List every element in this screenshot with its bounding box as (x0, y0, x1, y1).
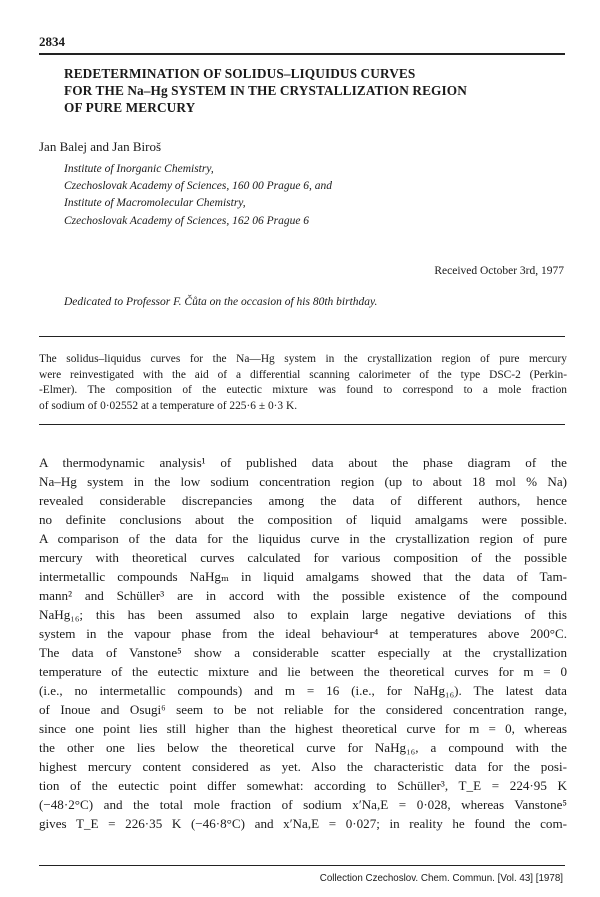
article-title (64, 65, 544, 116)
abstract-line: -Elmer). The composition of the eutectic mixture was found to correspond to a mole fraction (39, 384, 567, 397)
abstract-bottom-rule (39, 424, 565, 425)
abstract-line: of sodium of 0·02552 at a temperature of 225·6 ± 0·3 K. (39, 399, 298, 412)
body-line: system in the vapour phase from the ideal behaviour⁴ at temperatures above 200°C. (39, 626, 567, 641)
body-line: The data of Vanstone⁵ show a considerable scatter especially at the crystallization (39, 645, 567, 660)
body-line: Na–Hg system in the low sodium concentration region (up to about 18 mol % Na) (39, 474, 567, 489)
body-line: highest mercury content considered as yet. Also the characteristic data for the posi- (39, 759, 567, 774)
page-number: 2834 (39, 34, 65, 49)
body-line: A thermodynamic analysis¹ of published data about the phase diagram of the (39, 455, 567, 470)
dedication: Dedicated to Professor F. Čůta on the occasion of his 80th birthday. (64, 296, 378, 308)
body-line: revealed considerable discrepancies among the data of different authors, hence (39, 493, 567, 508)
body-line: A comparison of the data for the liquidus curve in the crystallization region of pure (39, 531, 567, 546)
body-line: (i.e., no intermetallic compounds) and m = 16 (i.e., for NaHg₁₆). The latest data (39, 683, 567, 698)
body-line: tion of the eutectic point differ somewhat: according to Schüller³, T_E = 224·95 K (39, 778, 567, 793)
affiliation-line: Czechoslovak Academy of Sciences, 160 00 Prague 6, and (64, 180, 333, 193)
affiliation-line: Institute of Inorganic Chemistry, (64, 163, 214, 175)
body-line: NaHg₁₆; this has been assumed also to explain large negative deviations of this (39, 607, 567, 622)
body-line: since one point lies still higher than the highest theoretical curve for m = 0, whereas (39, 721, 567, 736)
body-line: mercury with theoretical curves calculated for various composition of the possible (39, 550, 567, 565)
affiliation-line: Czechoslovak Academy of Sciences, 162 06 Prague 6 (64, 214, 310, 227)
header-rule (39, 53, 565, 55)
title-line: OF PURE MERCURY (64, 100, 196, 115)
journal-footer: Collection Czechoslov. Chem. Commun. [Vol. 43] [1978] (319, 873, 563, 884)
body-line: gives T_E = 226·35 K (−46·8°C) and x′Na,E = 0·027; in reality he found the com- (39, 816, 567, 831)
abstract-top-rule (39, 336, 565, 337)
authors: Jan Balej and Jan Biroš (39, 139, 162, 154)
body-text (39, 453, 567, 833)
body-line: intermetallic compounds NaHgₘ in liquid amalgams showed that the data of Tam- (39, 569, 567, 584)
footer-rule (39, 865, 565, 866)
abstract (39, 352, 567, 414)
affiliations (64, 161, 332, 230)
body-line: no definite conclusions about the composition of liquid amalgams were possible. (39, 512, 567, 527)
title-line: FOR THE Na–Hg SYSTEM IN THE CRYSTALLIZATION REGION (64, 83, 467, 98)
body-line: mann² and Schüller³ are in accord with the possible existence of the compound (39, 588, 567, 603)
received-date: Received October 3rd, 1977 (434, 265, 564, 277)
body-line: the other one lies below the theoretical curve for NaHg₁₆, a compound with the (39, 740, 567, 755)
title-line: REDETERMINATION OF SOLIDUS–LIQUIDUS CURVES (64, 66, 416, 81)
abstract-line: The solidus–liquidus curves for the Na—Hg system in the crystallization region of pure mercury (39, 353, 567, 365)
affiliation-line: Institute of Macromolecular Chemistry, (64, 197, 246, 210)
body-line: temperature of the eutectic mixture and lie between the theoretical curves for m = 0 (39, 664, 567, 679)
body-line: of Inoue and Osugi⁶ seem to be not reliable for the considered concentration range, (39, 702, 567, 717)
abstract-line: were reinvestigated with the aid of a differential scanning calorimeter of the type DSC-2 (Perkin- (39, 368, 567, 381)
body-line: (−48·2°C) and the total mole fraction of sodium x′Na,E = 0·028, whereas Vanstone⁵ (39, 797, 567, 812)
